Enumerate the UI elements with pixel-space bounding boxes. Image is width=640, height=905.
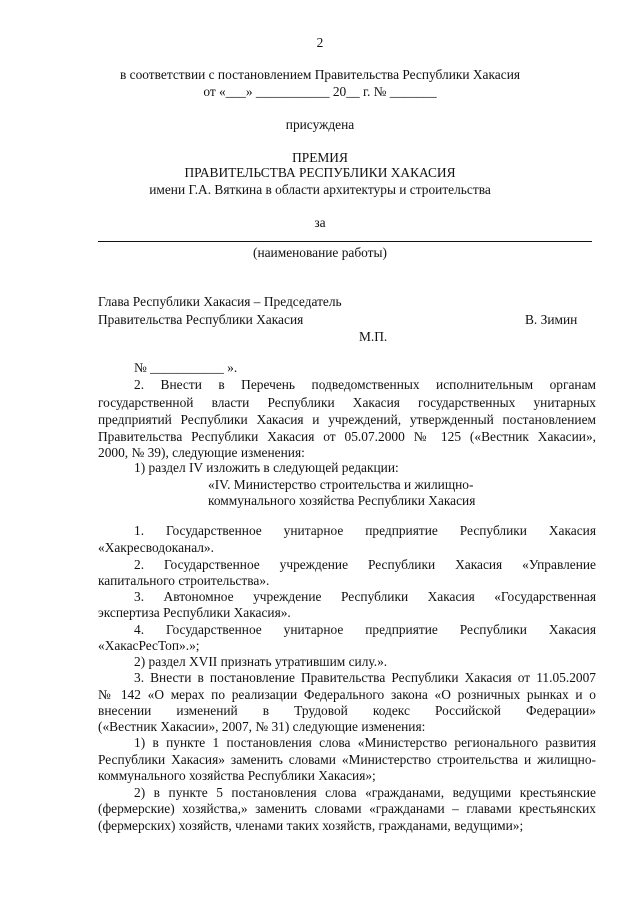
signature-position-1: Глава Республики Хакасия – Председатель — [98, 294, 342, 309]
paragraph-3-item-2-line-3: (фермерских) хозяйств, членами таких хозяйств, гражданами, ведущими»; — [98, 818, 524, 833]
page-number: 2 — [316, 35, 324, 50]
signature-name: В. Зимин — [525, 312, 578, 327]
paragraph-2-line-4: Правительства Республики Хакасия от 05.07.2000 № 125 («Вестник Хакасии», — [98, 429, 596, 444]
list-item-4-line-2: «ХакасРесТоп».»; — [98, 638, 200, 653]
header-line-2: от «___» ___________ 20__ г. № _______ — [203, 84, 437, 99]
paragraph-2-item-1: 1) раздел IV изложить в следующей редакции: — [134, 460, 399, 475]
work-caption: (наименование работы) — [252, 245, 387, 260]
paragraph-2-line-2: государственной власти Республики Хакасия государственных унитарных — [98, 395, 596, 410]
list-item-1-line-1: 1. Государственное унитарное предприятие Республики Хакасия — [134, 523, 596, 538]
section-title-line-1: «IV. Министерство строительства и жилищно- — [208, 477, 474, 492]
paragraph-3-line-4: («Вестник Хакасии», 2007, № 31) следующие изменения: — [98, 719, 426, 734]
list-item-3-line-2: экспертиза Республики Хакасия». — [98, 605, 291, 620]
paragraph-2-line-5: 2000, № 39), следующие изменения: — [98, 445, 305, 460]
prize-subtitle: имени Г.А. Вяткина в области архитектуры и строительства — [149, 182, 491, 197]
for-label: за — [314, 215, 326, 230]
paragraph-2-item-2: 2) раздел XVII признать утратившим силу.». — [134, 654, 388, 669]
work-title-line — [98, 241, 592, 242]
section-title-line-2: коммунального хозяйства Республики Хакасия — [208, 493, 476, 508]
signature-position-2: Правительства Республики Хакасия — [98, 312, 304, 327]
paragraph-3-item-1-line-2: Республики Хакасия» заменить словами «Министерство строительства и жилищно- — [98, 752, 596, 767]
awarded-label: присуждена — [285, 117, 355, 132]
paragraph-3-item-2-line-2: (фермерские) хозяйства,» заменить словами «гражданами – главами крестьянских — [98, 801, 596, 816]
paragraph-2-line-3: предприятий Республики Хакасия и учреждений, утвержденный постановлением — [98, 412, 596, 427]
paragraph-3-item-1-line-1: 1) в пункте 1 постановления слова «Министерство регионального развития — [134, 735, 596, 750]
list-item-3-line-1: 3. Автономное учреждение Республики Хакасия «Государственная — [134, 589, 596, 604]
paragraph-2-line-1: 2. Внести в Перечень подведомственных исполнительным органам — [134, 377, 596, 392]
prize-government: ПРАВИТЕЛЬСТВА РЕСПУБЛИКИ ХАКАСИЯ — [184, 165, 456, 180]
paragraph-3-item-2-line-1: 2) в пункте 5 постановления слова «гражданами, ведущими крестьянские — [134, 785, 596, 800]
prize-title: ПРЕМИЯ — [292, 150, 348, 165]
paragraph-3-line-2: № 142 «О мерах по реализации Федерального закона «О розничных рынках и о — [98, 687, 596, 702]
paragraph-3-line-1: 3. Внести в постановление Правительства Республики Хакасия от 11.05.2007 — [134, 670, 596, 685]
list-item-2-line-2: капитального строительства». — [98, 573, 270, 588]
list-item-4-line-1: 4. Государственное унитарное предприятие Республики Хакасия — [134, 622, 596, 637]
paragraph-3-line-3: внесении изменений в Трудовой кодекс Российской Федерации» — [98, 703, 596, 718]
seal-label: М.П. — [359, 329, 388, 344]
paragraph-3-item-1-line-3: коммунального хозяйства Республики Хакасия»; — [98, 768, 376, 783]
number-line: № ___________ ». — [134, 360, 238, 375]
header-line-1: в соответствии с постановлением Правительства Республики Хакасия — [119, 67, 521, 82]
list-item-2-line-1: 2. Государственное учреждение Республики Хакасия «Управление — [134, 557, 596, 572]
list-item-1-line-2: «Хакресводоканал». — [98, 540, 214, 555]
